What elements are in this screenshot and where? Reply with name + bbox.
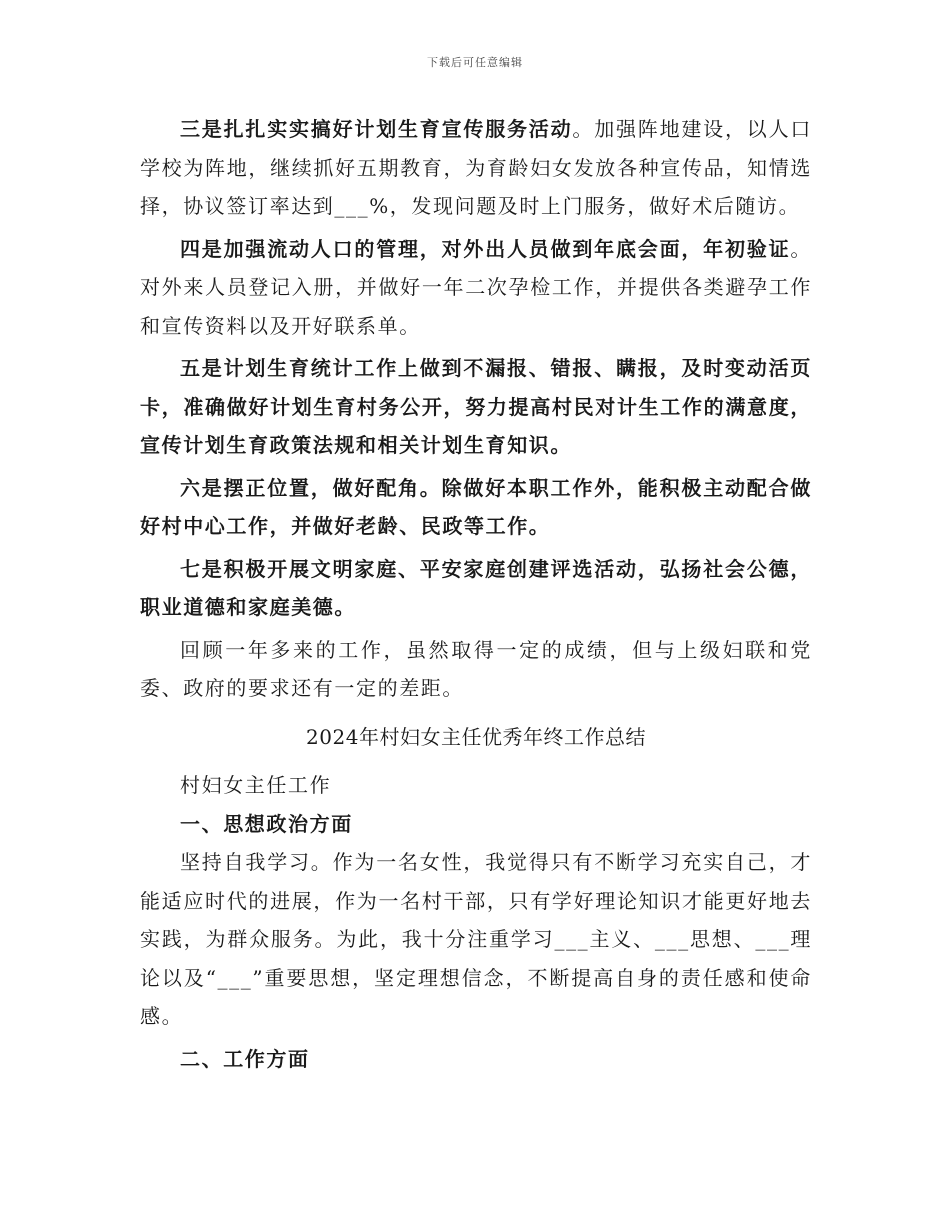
paragraph-text: 。加强阵地建设，以人口学校为阵地，继续抓好五期教育，为育龄妇女发放各种宣传品，知情选择，协议签订率达到___%，发现问题及时上门服务，做好术后随访。 bbox=[140, 117, 812, 218]
document-body bbox=[140, 110, 812, 1078]
paragraph-statistics: 五是计划生育统计工作上做到不漏报、错报、瞒报，及时变动活页卡，准确做好计划生育村务公开，努力提高村民对计生工作的满意度，宣传计划生育政策法规和相关计划生育知识。 bbox=[140, 356, 812, 457]
paragraph-review: 回顾一年多来的工作，虽然取得一定的成绩，但与上级妇联和党委、政府的要求还有一定的差距。 bbox=[140, 637, 812, 700]
paragraph-floating-population bbox=[140, 230, 812, 346]
paragraph-propaganda-service bbox=[140, 110, 812, 226]
subheading-ideology: 一、思想政治方面 bbox=[180, 811, 353, 836]
paragraph-lead-bold: 三是扎扎实实搞好计划生育宣传服务活动 bbox=[180, 117, 573, 141]
subheading-women-director-work: 村妇女主任工作 bbox=[180, 773, 332, 797]
subheading-work: 二、工作方面 bbox=[180, 1046, 310, 1071]
paragraph-positioning: 六是摆正位置，做好配角。除做好本职工作外，能积极主动配合做好村中心工作，并做好老龄、民政等工作。 bbox=[140, 475, 812, 538]
paragraph-text: 。对外来人员登记入册，并做好一年二次孕检工作，并提供各类避孕工作和宣传资料以及开好联系单。 bbox=[140, 236, 812, 338]
paragraph-family-activities: 七是积极开展文明家庭、平安家庭创建评选活动，弘扬社会公德，职业道德和家庭美德。 bbox=[140, 556, 812, 619]
paragraph-self-study: 坚持自我学习。作为一名女性，我觉得只有不断学习充实自己，才能适应时代的进展，作为一名村干部，只有学好理论知识才能更好地去实践，为群众服务。为此，我十分注重学习___主义、___思想、___理论以及“___”重要思想，坚定理想信念，不断提高自身的责任感和使命感。 bbox=[140, 850, 812, 1028]
header-note: 下载后可任意编辑 bbox=[427, 56, 523, 69]
paragraph-lead-bold: 四是加强流动人口的管理，对外出人员做到年底会面，年初验证 bbox=[180, 236, 791, 261]
section-title: 2024年村妇女主任优秀年终工作总结 bbox=[306, 724, 646, 749]
